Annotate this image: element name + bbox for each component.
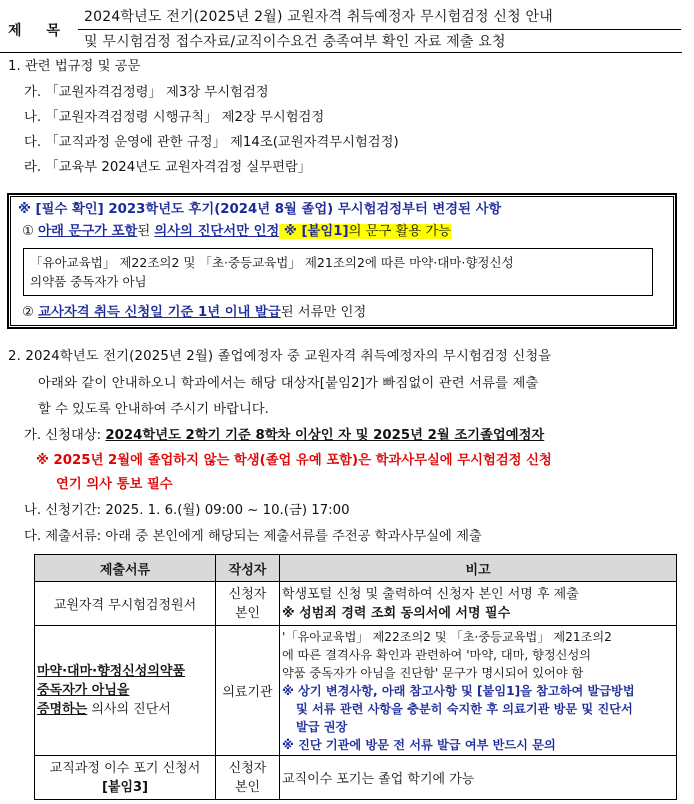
doc-line1: 교직과정 이수 포기 신청서 <box>49 760 201 776</box>
notice-item1-phrase: 아래 문구가 포함 <box>38 224 138 239</box>
note-line: 에 따른 결격사유 확인과 관련하여 '마약, 대마, 향정신성의 <box>282 647 591 662</box>
doc-line3-tail: 의사의 진단서 <box>87 702 171 717</box>
doc-line2: 중독자가 아님을 <box>37 683 130 698</box>
table-row <box>35 756 677 800</box>
warning-line1: ※ 2025년 2월에 졸업하지 않는 학생(졸업 유예 포함)은 학과사무실에 무시험검정 신청 <box>36 453 552 468</box>
col-header-note: 비고 <box>280 555 677 582</box>
section2-line3: 할 수 있도록 안내하여 주시기 바랍니다. <box>38 402 269 417</box>
note-cell <box>280 582 677 626</box>
writer-line1: 신청자 <box>228 760 267 776</box>
target-value: 2024학년도 2학기 기준 8학차 이상인 자 및 2025년 2월 조기졸업예정자 <box>105 428 545 443</box>
notice-item1-doctor-only: 의사의 진단서만 인정 <box>154 224 280 239</box>
notice-title: ※ [필수 확인] 2023학년도 후기(2024년 8월 졸업) 무시험검정부터 변경된 사항 <box>18 202 502 217</box>
doc-line1: 마약·대마·향정신성의약품 <box>37 664 186 679</box>
notice-attachment1-ref: ※ [붙임1] <box>279 224 349 239</box>
title-divider <box>78 29 681 30</box>
law-item-ra: 라. 「교육부 2024년도 교원자격검정 실무편람」 <box>24 160 312 175</box>
document-title-line2: 및 무시험검정 접수자료/교직이수요건 충족여부 확인 자료 제출 요청 <box>84 34 506 50</box>
document-title-line1: 2024학년도 전기(2025년 2월) 교원자격 취득예정자 무시험검정 신청 안내 <box>84 9 553 25</box>
law-item-na: 나. 「교원자격검정령 시행규칙」 제2장 무시험검정 <box>24 110 325 125</box>
note-cell: 교직이수 포기는 졸업 학기에 가능 <box>280 756 677 800</box>
writer-applicant <box>216 756 280 800</box>
table-header-row <box>35 555 677 582</box>
target-line <box>24 427 544 445</box>
law-item-ga: 가. 「교원자격검정령」 제3장 무시험검정 <box>24 85 269 100</box>
required-phrase-line2: 의약품 중독자가 아님 <box>30 274 147 289</box>
writer-line1: 신청자 <box>228 586 267 602</box>
subject-label: 제 목 <box>8 23 70 39</box>
section2-line1: 2. 2024학년도 전기(2025년 2월) 졸업예정자 중 교원자격 취득예정자의 무시험검정 신청을 <box>8 349 552 364</box>
application-period: 나. 신청기간: 2025. 1. 6.(월) 09:00 ~ 10.(금) 17:00 <box>24 503 350 518</box>
note-cell <box>280 626 677 756</box>
notice-item1-usage: 의 문구 활용 가능 <box>348 224 452 239</box>
writer-medical-institution: 의료기관 <box>216 626 280 756</box>
law-item-da: 다. 「교직과정 운영에 관한 규정」 제14조(교원자격무시험검정) <box>24 135 399 150</box>
doc-line3-bold: 증명하는 <box>37 702 88 717</box>
note-blue-line: 및 서류 관련 사항을 충분히 숙지한 후 의료기관 방문 및 진단서 <box>296 701 633 716</box>
note-consent-required: ※ 성범죄 경력 조회 동의서에 서명 필수 <box>282 605 511 621</box>
notice-item2 <box>22 304 366 322</box>
required-documents-intro: 다. 제출서류: 아래 중 본인에게 해당되는 제출서류를 주전공 학과사무실에 제출 <box>24 529 482 544</box>
note-line: 학생포털 신청 및 출력하여 신청자 본인 서명 후 제출 <box>282 586 579 602</box>
required-phrase-line1: 「유아교육법」 제22조의2 및 「초·중등교육법」 제21조의2에 따른 마약·대마·향정신성 <box>30 255 514 270</box>
note-line: '「유아교육법」 제22조의2 및 「초·중등교육법」 제21조의2 <box>282 629 612 644</box>
warning-line2: 연기 의사 통보 필수 <box>56 477 173 492</box>
note-line: 약품 중독자가 아님을 진단함' 문구가 명시되어 있어야 함 <box>282 665 584 680</box>
writer-line2: 본인 <box>234 779 261 795</box>
section2-line2: 아래와 같이 안내하오니 학과에서는 해당 대상자[붙임2]가 빠짐없이 관련 서류를 제출 <box>38 376 539 391</box>
section1-heading: 1. 관련 법규정 및 공문 <box>8 59 141 74</box>
doc-exam-application: 교원자격 무시험검정원서 <box>35 582 216 626</box>
writer-line2: 본인 <box>234 605 261 621</box>
doc-medical-certificate <box>35 626 216 756</box>
notice-item2-period: 교사자격 취득 신청일 기준 1년 이내 발급 <box>38 305 281 320</box>
notice-item1-connector: 된 <box>137 224 155 239</box>
table-row <box>35 626 677 756</box>
note-blue-line: ※ 진단 기관에 방문 전 서류 발급 여부 반드시 문의 <box>282 737 556 752</box>
notice-item2-tail: 된 서류만 인정 <box>280 305 367 320</box>
submission-documents-table <box>34 554 677 800</box>
writer-applicant <box>216 582 280 626</box>
col-header-writer: 작성자 <box>216 555 280 582</box>
notice-item2-number: ② <box>22 305 34 320</box>
note-blue-line: 발급 권장 <box>296 719 348 734</box>
attachment3-ref: [붙임3] <box>101 779 149 795</box>
target-label: 가. 신청대상: <box>24 428 106 443</box>
col-header-document: 제출서류 <box>35 555 216 582</box>
doc-withdrawal-form <box>35 756 216 800</box>
notice-item1 <box>22 223 451 241</box>
note-blue-line: ※ 상기 변경사항, 아래 참고사항 및 [붙임1]을 참고하여 발급방법 <box>282 683 635 698</box>
table-row <box>35 582 677 626</box>
header-bottom-rule <box>0 52 682 53</box>
notice-item1-number: ① <box>22 224 34 239</box>
